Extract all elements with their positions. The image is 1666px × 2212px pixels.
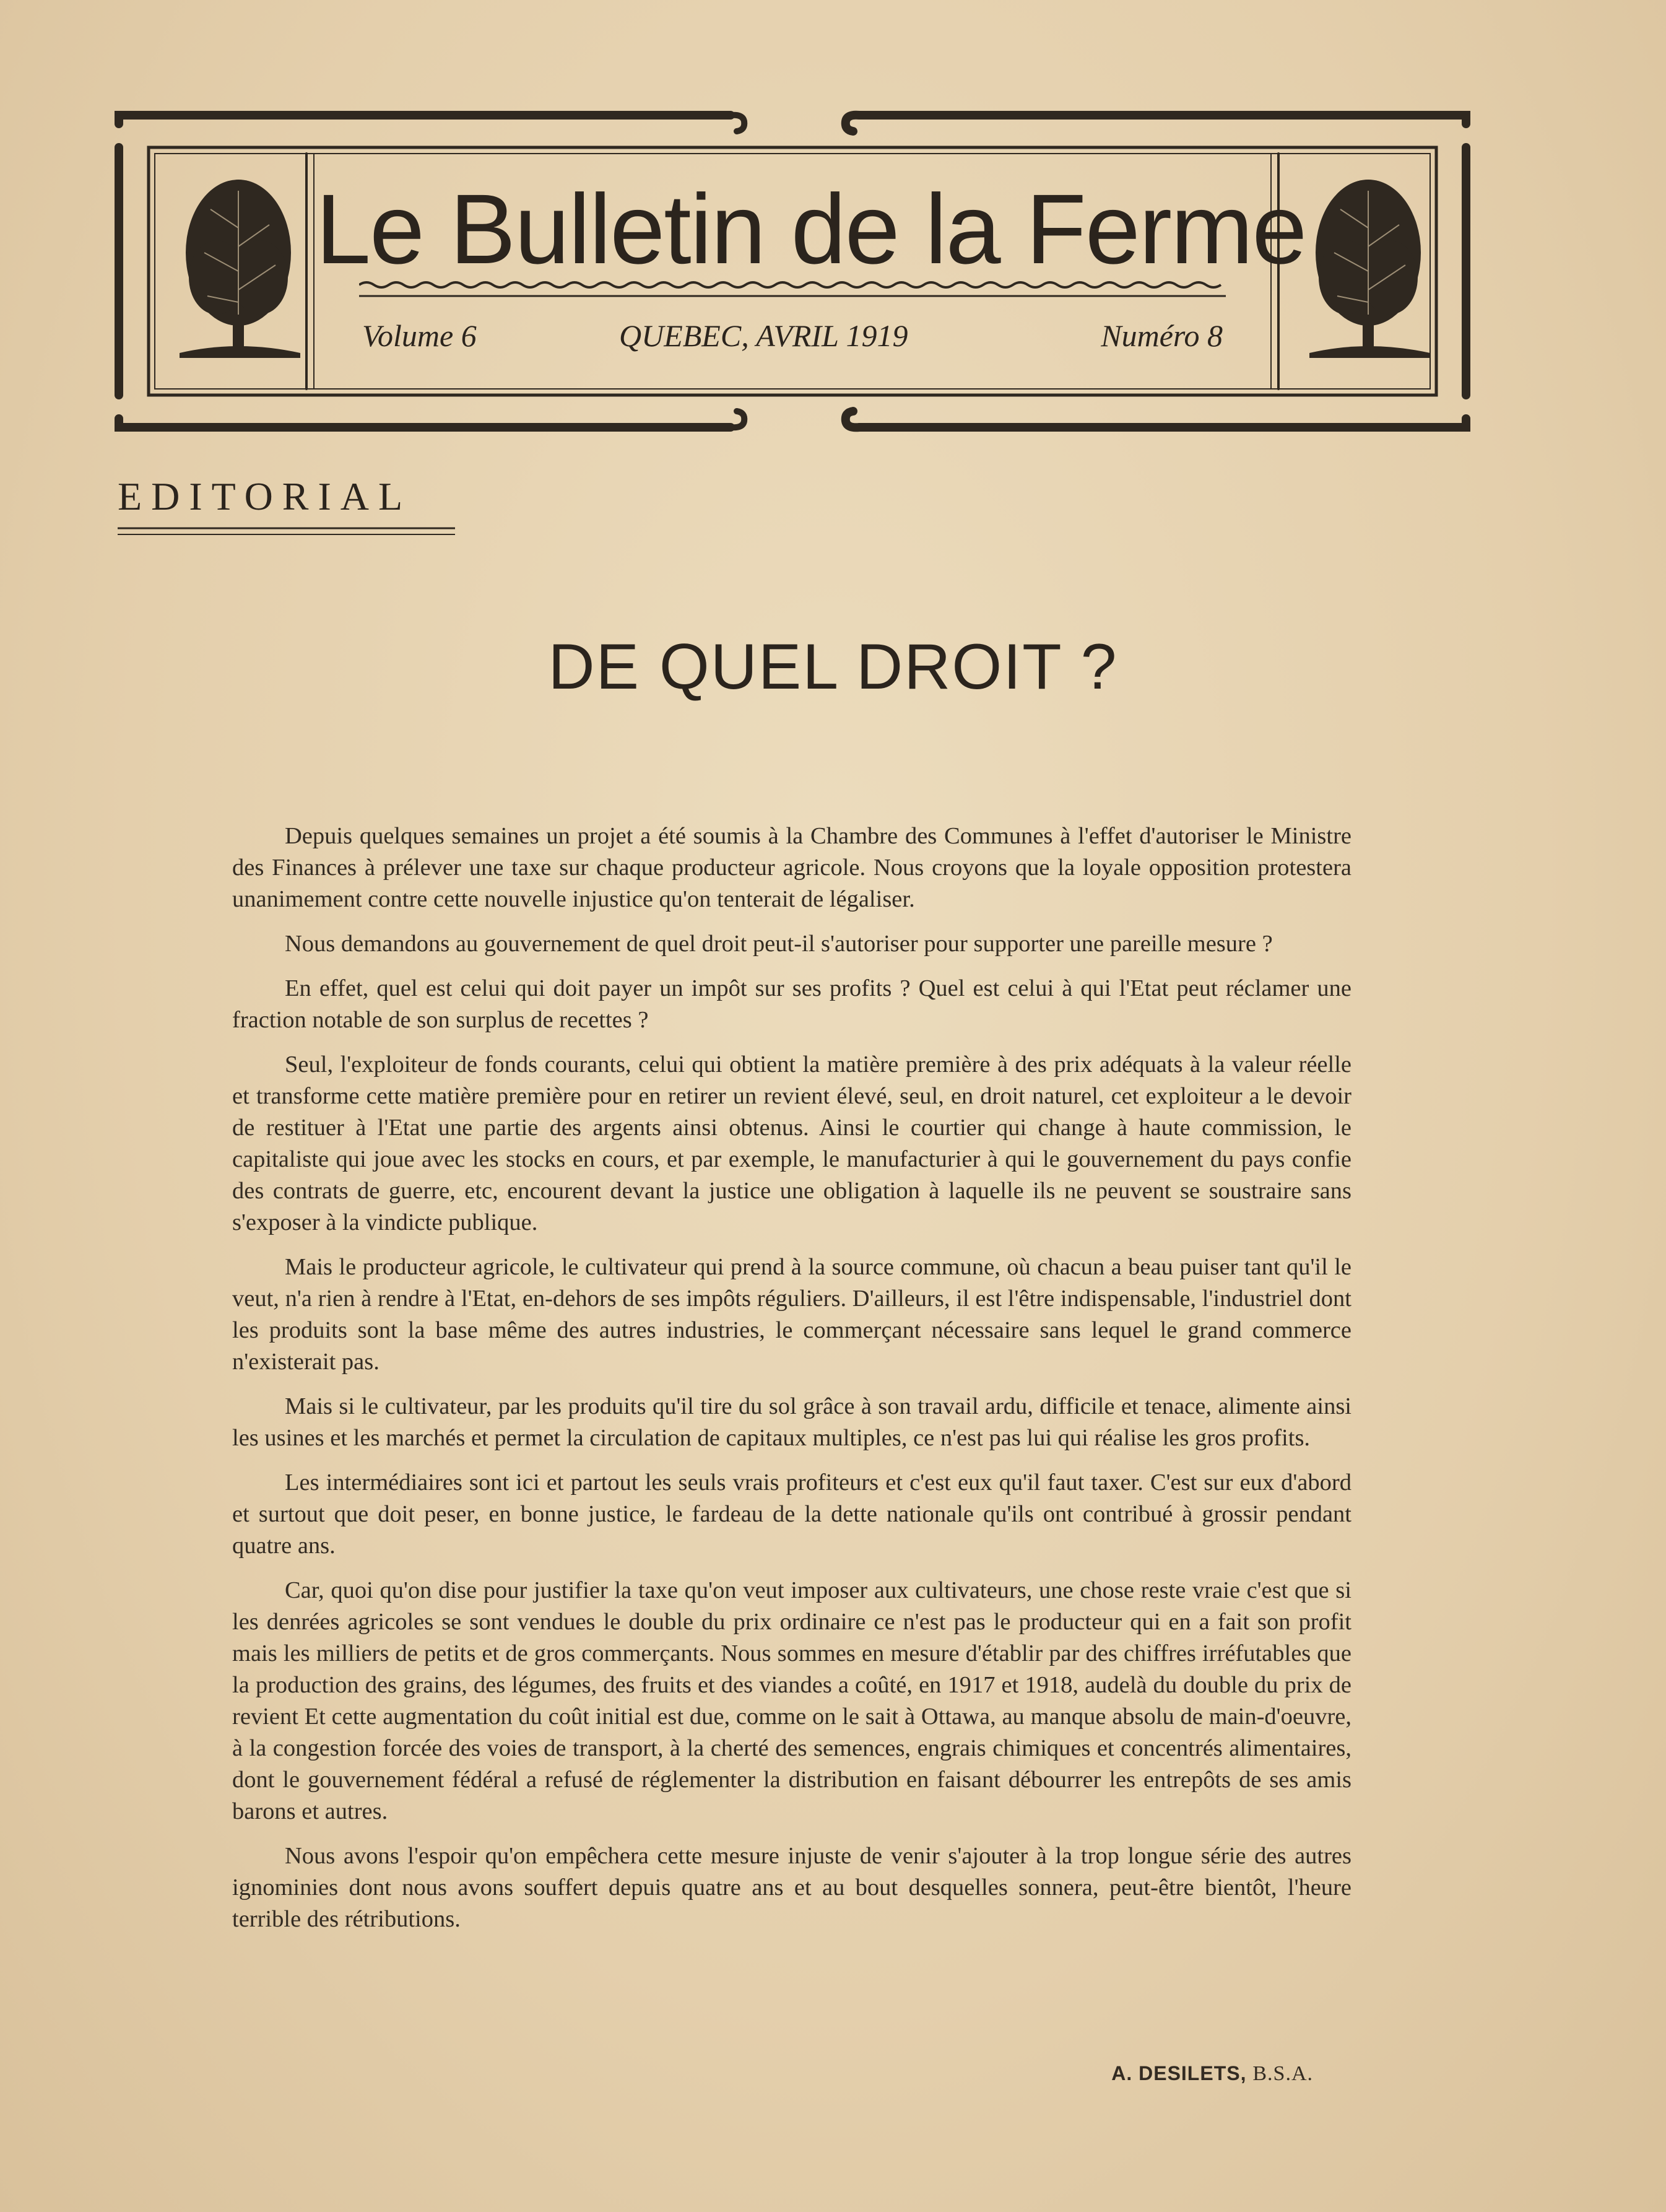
paragraph: Les intermédiaires sont ici et partout les seuls vrais profiteurs et c'est eux qu'il faut taxer. C'est sur eux d'abord et surtout que doit peser, en bonne justice, le fardeau de la dette nationale qu'ils ont contribué à grossir pendant quatre ans. bbox=[232, 1470, 1351, 1559]
title-underline-ornament bbox=[359, 277, 1226, 302]
volume-label: Volume 6 bbox=[362, 318, 477, 353]
place-date-label: QUEBEC, AVRIL 1919 bbox=[619, 318, 908, 353]
paragraph: Mais si le cultivateur, par les produits qu'il tire du sol grâce à son travail ardu, difficile et tenace, alimente ainsi les usines et les marchés et permet la circulation de capitaux multiples, ce n'est pas lui qui réalise les gros profits. bbox=[232, 1393, 1351, 1451]
section-underline bbox=[118, 526, 455, 538]
paragraph: Nous demandons au gouvernement de quel droit peut-il s'autoriser pour supporter une pareille mesure ? bbox=[285, 931, 1273, 957]
paragraph: Seul, l'exploiteur de fonds courants, celui qui obtient la matière première à des prix adéquats à la valeur réelle et transforme cette matière première pour en retirer un revient élevé, seul, en droit naturel, cet exploiteur a le devoir de restituer à l'Etat une partie des argents ainsi obtenus. Ainsi le courtier qui change à haute commission, le capitaliste qui joue avec les stocks en cours, et par exemple, le manufacturier à qui le gouvernement du pays confie des contrats de guerre, etc, encourent devant la justice une obligation à laquelle ils ne peuvent se soustraire sans s'exposer à la vindicte publique. bbox=[232, 1052, 1351, 1235]
tree-illustration-right bbox=[1291, 172, 1446, 370]
article-headline: DE QUEL DROIT ? bbox=[548, 631, 1118, 703]
tree-illustration-left bbox=[161, 172, 316, 370]
author-name: A. DESILETS, bbox=[1111, 2062, 1247, 2084]
paragraph: Depuis quelques semaines un projet a été soumis à la Chambre des Communes à l'effet d'autoriser le Ministre des Finances à prélever une taxe sur chaque producteur agricole. Nous croyons que la loyale opposition protestera unanimement contre cette nouvelle injustice qu'on tenterait de légaliser. bbox=[232, 823, 1351, 912]
masthead-title: Le Bulletin de la Ferme bbox=[316, 173, 1306, 284]
paragraph: En effet, quel est celui qui doit payer un impôt sur ses profits ? Quel est celui à qui l'Etat peut réclamer une fraction notable de son surplus de recettes ? bbox=[232, 975, 1351, 1033]
paragraph: Nous avons l'espoir qu'on empêchera cette mesure injuste de venir s'ajouter à la trop longue série des autres ignominies dont nous avons souffert depuis quatre ans et au bout desquelles sonnera, peut-être bientôt, l'heure terrible des rétributions. bbox=[232, 1843, 1351, 1932]
paragraph: Car, quoi qu'on dise pour justifier la taxe qu'on veut imposer aux cultivateurs, une chose reste vraie c'est que si les denrées agricoles se sont vendues le double du prix ordinaire ce n'est pas le producteur qui en a fait son profit mais les milliers de petits et de gros commerçants. Nous sommes en mesure d'établir par des chiffres irréfutables que la production des grains, des légumes, des fruits et des viandes a coûté, en 1917 et 1918, audelà du double du prix de revient Et cette augmentation du coût initial est due, comme on le sait à Ottawa, au manque absolu de main-d'oeuvre, à la congestion forcée des voies de transport, à la cherté des semences, engrais chimiques et concentrés alimentaires, dont le gouvernement fédéral a refusé de réglementer la distribution en faisant débourrer les entrepôts de ses amis barons et autres. bbox=[232, 1577, 1351, 1824]
section-heading: EDITORIAL bbox=[118, 474, 412, 518]
masthead bbox=[111, 110, 1473, 432]
paragraph: Mais le producteur agricole, le cultivateur qui prend à la source commune, où chacun a beau puiser tant qu'il le veut, n'a rien à rendre à l'Etat, en-dehors de ses impôts réguliers. D'ailleurs, il est l'être indispensable, l'industriel dont les produits sont la base même des autres industries, le commerçant nécessaire sans lequel le grand commerce n'existerait pas. bbox=[232, 1254, 1351, 1375]
author-degree: B.S.A. bbox=[1252, 2062, 1313, 2085]
issue-line bbox=[359, 318, 1226, 367]
article-body bbox=[232, 821, 1351, 1948]
issue-number-label: Numéro 8 bbox=[1101, 318, 1223, 353]
author-signature bbox=[1111, 2062, 1313, 2086]
